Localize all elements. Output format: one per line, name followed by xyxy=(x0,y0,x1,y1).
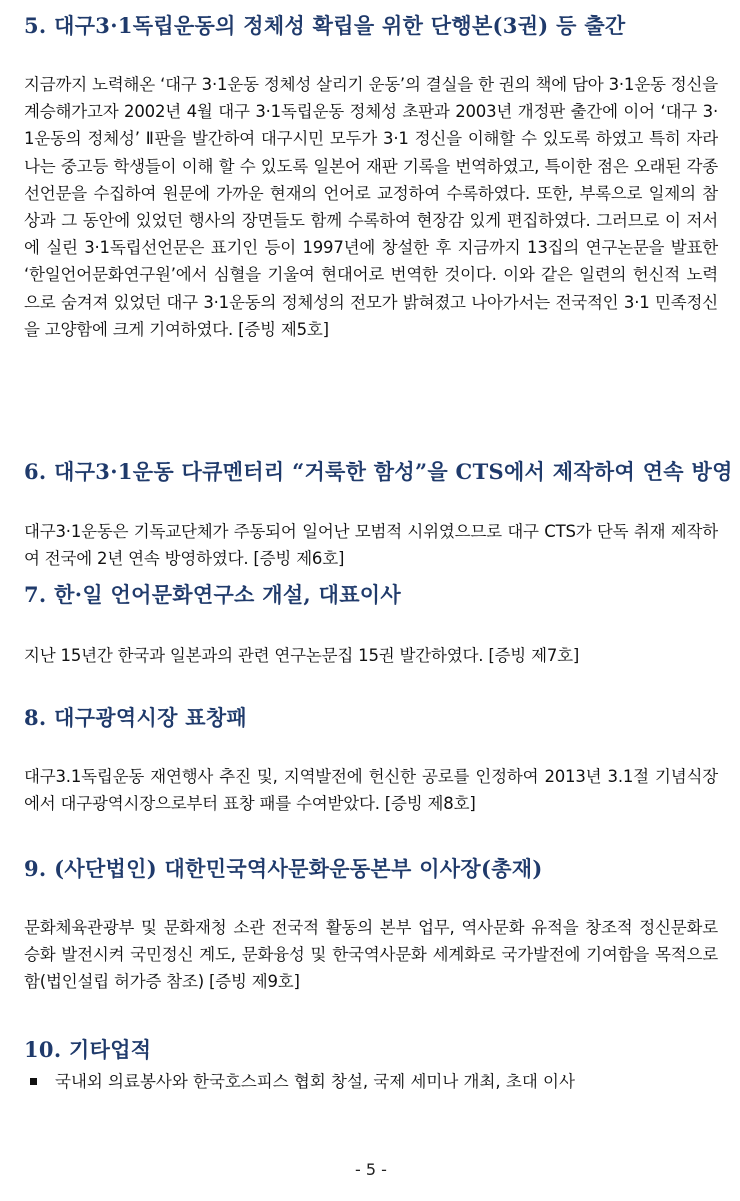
square-bullet-icon xyxy=(30,1078,37,1085)
section-body-8: 대구3.1독립운동 재연행사 추진 및, 지역발전에 헌신한 공로를 인정하여 2013년 3.1절 기념식장에서 대구광역시장으로부터 표창 패를 수여받았다. [증빙 제8호] xyxy=(24,767,718,814)
page-number: - 5 - xyxy=(355,1160,387,1179)
bullet-text: 국내외 의료봉사와 한국호스피스 협회 창설, 국제 세미나 개최, 초대 이사 xyxy=(55,1072,575,1091)
section-heading-9: 9. (사단법인) 대한민국역사문화운동본부 이사장(총재) xyxy=(24,856,543,881)
section-body-6: 대구3·1운동은 기독교단체가 주동되어 일어난 모범적 시위였으므로 대구 CTS가 단독 취재 제작하여 전국에 2년 연속 방영하였다. [증빙 제6호] xyxy=(24,522,718,569)
section-heading-6: 6. 대구3·1운동 다큐멘터리 “거룩한 함성”을 CTS에서 제작하여 연속 방영 xyxy=(24,459,733,484)
section-heading-7: 7. 한·일 언어문화연구소 개설, 대표이사 xyxy=(24,582,401,607)
section-body-5: 지금까지 노력해온 ‘대구 3·1운동 정체성 살리기 운동’의 결실을 한 권의 책에 담아 3·1운동 정신을 계승해가고자 2002년 4월 대구 3·1독립운동 정체성 초판과 2003년 개정판 출간에 이어 ‘대구 3·1운동의 정체성’ Ⅱ판을 발간하여 대구시민 모두가 3·1 정신을 이해할 수 있도록 하였고 특히 자라나는 중고등 학생들이 이해 할 수 있도록 일본어 재판 기록을 번역하였고, 특이한 점은 오래된 각종 선언문을 수집하여 원문에 가까운 현재의 언어로 교정하여 수록하였다. 또한, 부록으로 일제의 참상과 그 동안에 있었던 행사의 장면들도 함께 수록하여 현장감 있게 편집하였다. 그러므로 이 저서에 실린 3·1독립선언문은 표기인 등이 1997년에 창설한 후 지금까지 13집의 연구논문을 발표한 ‘한일언어문화연구원’에서 심혈을 기울여 현대어로 번역한 것이다. 이와 같은 일련의 헌신적 노력으로 숨겨져 있었던 대구 3·1운동의 정체성의 전모가 밝혀졌고 나아가서는 전국적인 3·1 민족정신을 고양함에 크게 기여하였다. [증빙 제5호] xyxy=(24,75,719,339)
document-page xyxy=(24,0,733,1201)
bullet-item xyxy=(24,1068,718,1095)
section-body-9: 문화체육관광부 및 문화재청 소관 전국적 활동의 본부 업무, 역사문화 유적을 창조적 정신문화로 승화 발전시켜 국민정신 계도, 문화융성 및 한국역사문화 세계화로 국가발전에 기여함을 목적으로 함(법인설립 허가증 참조) [증빙 제9호] xyxy=(24,918,719,992)
section-heading-5: 5. 대구3·1독립운동의 정체성 확립을 위한 단행본(3권) 등 출간 xyxy=(24,13,626,38)
section-heading-10: 10. 기타업적 xyxy=(24,1037,152,1062)
section-body-7: 지난 15년간 한국과 일본과의 관련 연구논문집 15권 발간하였다. [증빙 제7호] xyxy=(24,646,580,665)
section-heading-8: 8. 대구광역시장 표창패 xyxy=(24,705,248,730)
